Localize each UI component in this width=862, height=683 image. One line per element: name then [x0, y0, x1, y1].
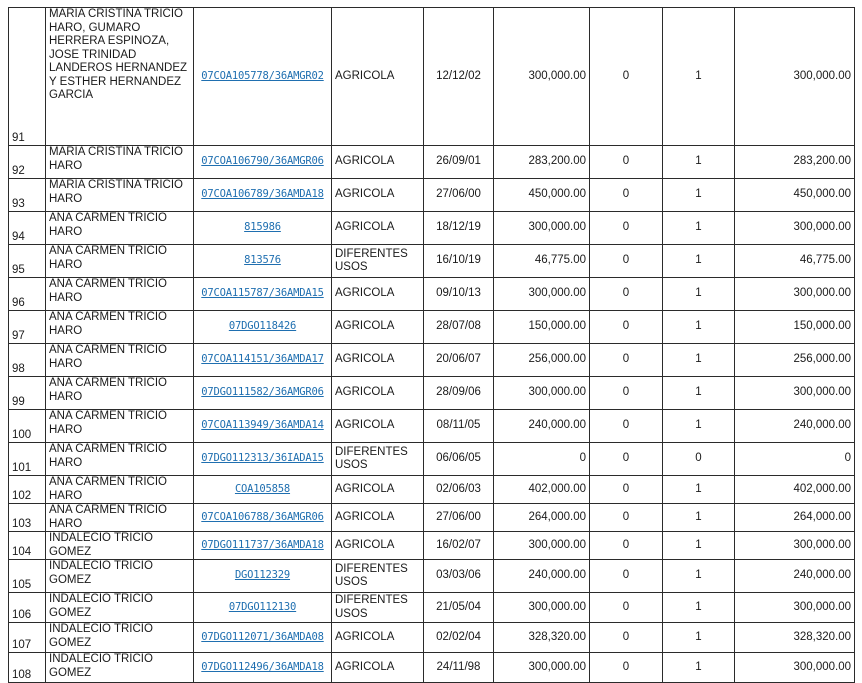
- title-link[interactable]: 07DGO112313/36IADA15: [201, 452, 324, 465]
- title-link-cell: [194, 146, 332, 179]
- table-row: [9, 504, 855, 532]
- count-one-cell: 1: [663, 623, 735, 653]
- total-volume-cell: 256,000.00: [735, 344, 855, 377]
- row-number-cell: 105: [9, 560, 46, 593]
- count-one-cell: 1: [663, 212, 735, 245]
- title-link-cell: [194, 311, 332, 344]
- volume-cell: 300,000.00: [494, 212, 590, 245]
- count-zero-cell: 0: [590, 377, 663, 410]
- use-type-cell: AGRICOLA: [332, 179, 424, 212]
- total-volume-cell: 328,320.00: [735, 623, 855, 653]
- table-row: [9, 623, 855, 653]
- total-volume-cell: 450,000.00: [735, 179, 855, 212]
- title-link-cell: [194, 179, 332, 212]
- count-one-cell: 1: [663, 245, 735, 278]
- title-link-cell: [194, 653, 332, 683]
- count-zero-cell: 0: [590, 278, 663, 311]
- count-one-cell: 1: [663, 278, 735, 311]
- row-number-cell: 97: [9, 311, 46, 344]
- date-cell: 28/09/06: [424, 377, 494, 410]
- row-number-cell: 95: [9, 245, 46, 278]
- date-cell: 27/06/00: [424, 179, 494, 212]
- use-type-cell: AGRICOLA: [332, 623, 424, 653]
- row-number-cell: 100: [9, 410, 46, 443]
- title-link[interactable]: 07DGO112496/36AMDA18: [201, 660, 324, 673]
- count-one-cell: 1: [663, 476, 735, 504]
- use-type-cell: AGRICOLA: [332, 410, 424, 443]
- count-zero-cell: 0: [590, 532, 663, 560]
- holder-name-cell: ANA CARMEN TRICIO HARO: [46, 245, 194, 278]
- volume-cell: 450,000.00: [494, 179, 590, 212]
- count-one-cell: 1: [663, 504, 735, 532]
- title-link[interactable]: 07COA106789/36AMDA18: [201, 188, 324, 201]
- count-zero-cell: 0: [590, 311, 663, 344]
- title-link-cell: [194, 560, 332, 593]
- table-row: [9, 245, 855, 278]
- volume-cell: 0: [494, 443, 590, 476]
- row-number-cell: 106: [9, 593, 46, 623]
- row-number-cell: 101: [9, 443, 46, 476]
- table-row: [9, 532, 855, 560]
- use-type-cell: AGRICOLA: [332, 8, 424, 146]
- date-cell: 24/11/98: [424, 653, 494, 683]
- volume-cell: 240,000.00: [494, 410, 590, 443]
- date-cell: 18/12/19: [424, 212, 494, 245]
- use-type-cell: DIFERENTES USOS: [332, 593, 424, 623]
- title-link[interactable]: 07COA114151/36AMDA17: [201, 353, 324, 366]
- count-zero-cell: 0: [590, 179, 663, 212]
- count-zero-cell: 0: [590, 476, 663, 504]
- date-cell: 26/09/01: [424, 146, 494, 179]
- title-link-cell: [194, 623, 332, 653]
- count-one-cell: 1: [663, 146, 735, 179]
- holder-name-cell: ANA CARMEN TRICIO HARO: [46, 476, 194, 504]
- count-zero-cell: 0: [590, 344, 663, 377]
- count-one-cell: 1: [663, 377, 735, 410]
- date-cell: 20/06/07: [424, 344, 494, 377]
- count-zero-cell: 0: [590, 8, 663, 146]
- use-type-cell: AGRICOLA: [332, 344, 424, 377]
- table-row: [9, 344, 855, 377]
- row-number-cell: 103: [9, 504, 46, 532]
- volume-cell: 300,000.00: [494, 593, 590, 623]
- holder-name-cell: ANA CARMEN TRICIO HARO: [46, 212, 194, 245]
- use-type-cell: AGRICOLA: [332, 653, 424, 683]
- total-volume-cell: 300,000.00: [735, 278, 855, 311]
- row-number-cell: 96: [9, 278, 46, 311]
- count-zero-cell: 0: [590, 593, 663, 623]
- holder-name-cell: MARIA CRISTINA TRICIO HARO, GUMARO HERRERA ESPINOZA, JOSE TRINIDAD LANDEROS HERNANDEZ Y ESTHER HERNANDEZ GARCIA: [46, 8, 194, 146]
- title-link-cell: [194, 8, 332, 146]
- use-type-cell: AGRICOLA: [332, 476, 424, 504]
- table-row: [9, 8, 855, 146]
- volume-cell: 300,000.00: [494, 8, 590, 146]
- date-cell: 02/06/03: [424, 476, 494, 504]
- title-link-cell: [194, 344, 332, 377]
- table-row: [9, 146, 855, 179]
- title-link[interactable]: 813576: [244, 254, 281, 267]
- count-one-cell: 1: [663, 560, 735, 593]
- table-row: [9, 311, 855, 344]
- table-row: [9, 593, 855, 623]
- table-row: [9, 179, 855, 212]
- total-volume-cell: 300,000.00: [735, 8, 855, 146]
- title-link[interactable]: DGO112329: [234, 569, 291, 582]
- total-volume-cell: 240,000.00: [735, 560, 855, 593]
- date-cell: 12/12/02: [424, 8, 494, 146]
- count-zero-cell: 0: [590, 146, 663, 179]
- count-zero-cell: 0: [590, 410, 663, 443]
- holder-name-cell: ANA CARMEN TRICIO HARO: [46, 504, 194, 532]
- title-link-cell: [194, 245, 332, 278]
- date-cell: 27/06/00: [424, 504, 494, 532]
- use-type-cell: AGRICOLA: [332, 311, 424, 344]
- row-number-cell: 102: [9, 476, 46, 504]
- count-zero-cell: 0: [590, 623, 663, 653]
- holder-name-cell: ANA CARMEN TRICIO HARO: [46, 443, 194, 476]
- title-link[interactable]: 07COA105778/36AMGR02: [201, 69, 324, 82]
- row-number-cell: 92: [9, 146, 46, 179]
- total-volume-cell: 300,000.00: [735, 653, 855, 683]
- volume-cell: 46,775.00: [494, 245, 590, 278]
- title-link[interactable]: 07DGO111582/36AMGR06: [201, 386, 324, 399]
- total-volume-cell: 46,775.00: [735, 245, 855, 278]
- count-one-cell: 1: [663, 593, 735, 623]
- row-number-cell: 98: [9, 344, 46, 377]
- volume-cell: 300,000.00: [494, 377, 590, 410]
- total-volume-cell: 300,000.00: [735, 593, 855, 623]
- title-link-cell: [194, 278, 332, 311]
- holder-name-cell: INDALECIO TRICIO GOMEZ: [46, 560, 194, 593]
- table-row: [9, 377, 855, 410]
- total-volume-cell: 300,000.00: [735, 532, 855, 560]
- volume-cell: 300,000.00: [494, 278, 590, 311]
- total-volume-cell: 402,000.00: [735, 476, 855, 504]
- count-zero-cell: 0: [590, 443, 663, 476]
- holder-name-cell: INDALECIO TRICIO GOMEZ: [46, 532, 194, 560]
- count-one-cell: 1: [663, 179, 735, 212]
- use-type-cell: AGRICOLA: [332, 278, 424, 311]
- holder-name-cell: MARIA CRISTINA TRICIO HARO: [46, 179, 194, 212]
- row-number-cell: 108: [9, 653, 46, 683]
- volume-cell: 402,000.00: [494, 476, 590, 504]
- row-number-cell: 91: [9, 8, 46, 146]
- table-row: [9, 476, 855, 504]
- title-link[interactable]: 07COA115787/36AMDA15: [201, 287, 324, 300]
- title-link[interactable]: 07DGO112130: [228, 600, 297, 613]
- title-link-cell: [194, 532, 332, 560]
- title-link[interactable]: 07COA106790/36AMGR06: [201, 155, 324, 168]
- use-type-cell: AGRICOLA: [332, 146, 424, 179]
- table-row: [9, 410, 855, 443]
- title-link[interactable]: 07DGO118426: [228, 320, 297, 333]
- count-one-cell: 1: [663, 532, 735, 560]
- count-one-cell: 0: [663, 443, 735, 476]
- holder-name-cell: INDALECIO TRICIO GOMEZ: [46, 593, 194, 623]
- row-number-cell: 93: [9, 179, 46, 212]
- table-row: [9, 443, 855, 476]
- volume-cell: 328,320.00: [494, 623, 590, 653]
- title-link-cell: [194, 410, 332, 443]
- total-volume-cell: 283,200.00: [735, 146, 855, 179]
- holder-name-cell: ANA CARMEN TRICIO HARO: [46, 344, 194, 377]
- title-link-cell: [194, 377, 332, 410]
- use-type-cell: DIFERENTES USOS: [332, 245, 424, 278]
- use-type-cell: AGRICOLA: [332, 532, 424, 560]
- table-row: [9, 212, 855, 245]
- count-one-cell: 1: [663, 653, 735, 683]
- count-zero-cell: 0: [590, 653, 663, 683]
- count-one-cell: 1: [663, 8, 735, 146]
- title-link[interactable]: COA105858: [234, 482, 291, 495]
- count-zero-cell: 0: [590, 560, 663, 593]
- volume-cell: 300,000.00: [494, 653, 590, 683]
- title-link-cell: [194, 443, 332, 476]
- row-number-cell: 94: [9, 212, 46, 245]
- date-cell: 08/11/05: [424, 410, 494, 443]
- count-one-cell: 1: [663, 344, 735, 377]
- date-cell: 03/03/06: [424, 560, 494, 593]
- row-number-cell: 107: [9, 623, 46, 653]
- total-volume-cell: 240,000.00: [735, 410, 855, 443]
- use-type-cell: DIFERENTES USOS: [332, 443, 424, 476]
- title-link[interactable]: 07DGO111737/36AMDA18: [201, 538, 324, 551]
- date-cell: 16/10/19: [424, 245, 494, 278]
- volume-cell: 240,000.00: [494, 560, 590, 593]
- title-link[interactable]: 07DGO112071/36AMDA08: [201, 630, 324, 643]
- title-link[interactable]: 07COA113949/36AMDA14: [201, 419, 324, 432]
- count-zero-cell: 0: [590, 504, 663, 532]
- volume-cell: 300,000.00: [494, 532, 590, 560]
- count-one-cell: 1: [663, 410, 735, 443]
- total-volume-cell: 150,000.00: [735, 311, 855, 344]
- total-volume-cell: 264,000.00: [735, 504, 855, 532]
- use-type-cell: AGRICOLA: [332, 212, 424, 245]
- row-number-cell: 99: [9, 377, 46, 410]
- date-cell: 06/06/05: [424, 443, 494, 476]
- title-link-cell: [194, 504, 332, 532]
- holder-name-cell: ANA CARMEN TRICIO HARO: [46, 377, 194, 410]
- holder-name-cell: MARIA CRISTINA TRICIO HARO: [46, 146, 194, 179]
- use-type-cell: AGRICOLA: [332, 504, 424, 532]
- title-link[interactable]: 07COA106788/36AMGR06: [201, 510, 324, 523]
- table-row: [9, 278, 855, 311]
- date-cell: 09/10/13: [424, 278, 494, 311]
- row-number-cell: 104: [9, 532, 46, 560]
- date-cell: 21/05/04: [424, 593, 494, 623]
- date-cell: 02/02/04: [424, 623, 494, 653]
- count-zero-cell: 0: [590, 245, 663, 278]
- holder-name-cell: INDALECIO TRICIO GOMEZ: [46, 653, 194, 683]
- count-one-cell: 1: [663, 311, 735, 344]
- total-volume-cell: 300,000.00: [735, 212, 855, 245]
- volume-cell: 150,000.00: [494, 311, 590, 344]
- volume-cell: 283,200.00: [494, 146, 590, 179]
- total-volume-cell: 300,000.00: [735, 377, 855, 410]
- title-link[interactable]: 815986: [244, 221, 281, 234]
- total-volume-cell: 0: [735, 443, 855, 476]
- holder-name-cell: ANA CARMEN TRICIO HARO: [46, 278, 194, 311]
- date-cell: 16/02/07: [424, 532, 494, 560]
- title-link-cell: [194, 212, 332, 245]
- title-link-cell: [194, 476, 332, 504]
- holder-name-cell: INDALECIO TRICIO GOMEZ: [46, 623, 194, 653]
- table-row: [9, 653, 855, 683]
- count-zero-cell: 0: [590, 212, 663, 245]
- table-row: [9, 560, 855, 593]
- title-link-cell: [194, 593, 332, 623]
- use-type-cell: AGRICOLA: [332, 377, 424, 410]
- holder-name-cell: ANA CARMEN TRICIO HARO: [46, 311, 194, 344]
- holder-name-cell: ANA CARMEN TRICIO HARO: [46, 410, 194, 443]
- use-type-cell: DIFERENTES USOS: [332, 560, 424, 593]
- concessions-table: [8, 7, 855, 683]
- volume-cell: 256,000.00: [494, 344, 590, 377]
- date-cell: 28/07/08: [424, 311, 494, 344]
- volume-cell: 264,000.00: [494, 504, 590, 532]
